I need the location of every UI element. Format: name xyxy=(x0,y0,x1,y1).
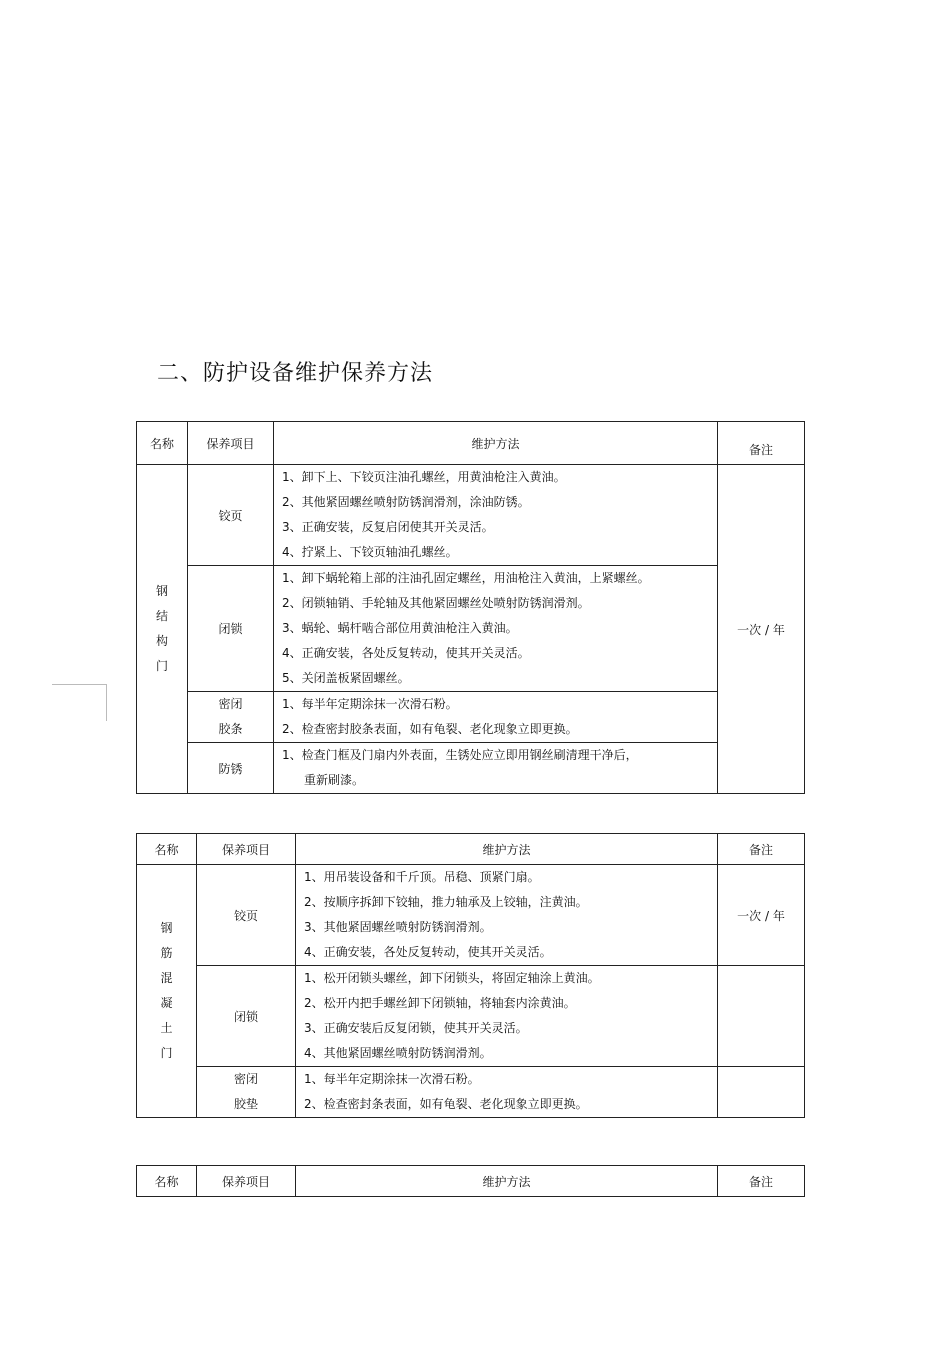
margin-crop-mark xyxy=(52,684,107,721)
name-char: 构 xyxy=(155,634,168,648)
item-hinge: 铰页 xyxy=(188,465,274,566)
method-cell xyxy=(274,566,718,692)
method-line: 3、蜗轮、蜗杆啮合部位用黄油枪注入黄油。 xyxy=(282,621,518,635)
note-cell: 一次 / 年 xyxy=(718,865,805,966)
method-line: 1、每半年定期涂抹一次滑石粉。 xyxy=(304,1072,480,1086)
page-title: 二、防护设备维护保养方法 xyxy=(157,361,434,386)
method-line: 4、拧紧上、下铰页轴油孔螺丝。 xyxy=(282,545,458,559)
header-item: 保养项目 xyxy=(197,834,296,865)
header-note: 备注 xyxy=(718,1166,805,1197)
item-line: 胶条 xyxy=(218,722,243,736)
item-rustproof: 防锈 xyxy=(188,743,274,794)
item-line: 密闭 xyxy=(218,697,243,711)
concrete-door-table xyxy=(136,833,805,1118)
method-line: 5、关闭盖板紧固螺丝。 xyxy=(282,671,410,685)
item-line: 密闭 xyxy=(233,1072,258,1086)
third-table-header xyxy=(136,1165,805,1197)
method-cell xyxy=(274,465,718,566)
method-line: 1、用吊装设备和千斤顶。吊稳、顶紧门扇。 xyxy=(304,870,540,884)
header-note: 备注 xyxy=(718,422,805,465)
method-cell xyxy=(296,865,718,966)
method-line: 3、正确安装后反复闭锁，使其开关灵活。 xyxy=(304,1021,528,1035)
header-name: 名称 xyxy=(137,422,188,465)
item-hinge: 铰页 xyxy=(197,865,296,966)
method-line: 1、卸下蜗轮箱上部的注油孔固定螺丝，用油枪注入黄油，上紧螺丝。 xyxy=(282,571,650,585)
method-line: 2、检查密封胶条表面，如有龟裂、老化现象立即更换。 xyxy=(282,722,578,736)
header-name: 名称 xyxy=(137,1166,197,1197)
method-line: 1、每半年定期涂抹一次滑石粉。 xyxy=(282,697,458,711)
method-line: 3、其他紧固螺丝喷射防锈润滑剂。 xyxy=(304,920,492,934)
method-line: 2、其他紧固螺丝喷射防锈润滑剂，涂油防锈。 xyxy=(282,495,530,509)
method-line: 4、正确安装，各处反复转动，使其开关灵活。 xyxy=(304,945,552,959)
name-char: 门 xyxy=(160,1046,173,1060)
note-cell-empty xyxy=(718,966,805,1067)
name-char: 结 xyxy=(155,609,168,623)
note-cell-empty xyxy=(718,1067,805,1118)
method-line: 4、其他紧固螺丝喷射防锈润滑剂。 xyxy=(304,1046,492,1060)
note-cell: 一次 / 年 xyxy=(718,465,805,794)
header-method: 维护方法 xyxy=(296,834,718,865)
item-seal-strip xyxy=(188,692,274,743)
method-cell xyxy=(274,743,718,794)
name-char: 混 xyxy=(160,971,173,985)
method-line: 2、松开内把手螺丝卸下闭锁轴，将轴套内涂黄油。 xyxy=(304,996,576,1010)
door-name-cell xyxy=(137,465,188,794)
header-note: 备注 xyxy=(718,834,805,865)
method-line: 3、正确安装，反复启闭使其开关灵活。 xyxy=(282,520,494,534)
name-char: 门 xyxy=(155,659,168,673)
door-name-cell xyxy=(137,865,197,1118)
name-char: 土 xyxy=(160,1021,173,1035)
name-char: 钢 xyxy=(160,921,173,935)
method-line: 1、检查门框及门扇内外表面，生锈处应立即用钢丝刷清理干净后， xyxy=(282,748,638,762)
method-line: 重新刷漆。 xyxy=(304,773,365,787)
item-lock: 闭锁 xyxy=(188,566,274,692)
steel-door-table xyxy=(136,421,805,794)
header-name: 名称 xyxy=(137,834,197,865)
item-seal-gasket xyxy=(197,1067,296,1118)
method-line: 1、松开闭锁头螺丝，卸下闭锁头，将固定轴涂上黄油。 xyxy=(304,971,600,985)
header-item: 保养项目 xyxy=(197,1166,296,1197)
name-char: 筋 xyxy=(160,946,173,960)
header-item: 保养项目 xyxy=(188,422,274,465)
name-char: 钢 xyxy=(155,584,168,598)
method-line: 2、检查密封条表面，如有龟裂、老化现象立即更换。 xyxy=(304,1097,588,1111)
name-char: 凝 xyxy=(160,996,173,1010)
method-cell xyxy=(296,1067,718,1118)
method-line: 2、闭锁轴销、手轮轴及其他紧固螺丝处喷射防锈润滑剂。 xyxy=(282,596,590,610)
header-method: 维护方法 xyxy=(274,422,718,465)
method-line: 1、卸下上、下铰页注油孔螺丝，用黄油枪注入黄油。 xyxy=(282,470,566,484)
method-line: 4、正确安装，各处反复转动，使其开关灵活。 xyxy=(282,646,530,660)
method-cell xyxy=(274,692,718,743)
method-line: 2、按顺序拆卸下铰轴，推力轴承及上铰轴，注黄油。 xyxy=(304,895,588,909)
method-cell xyxy=(296,966,718,1067)
item-line: 胶垫 xyxy=(233,1097,258,1111)
header-method: 维护方法 xyxy=(296,1166,718,1197)
item-lock: 闭锁 xyxy=(197,966,296,1067)
